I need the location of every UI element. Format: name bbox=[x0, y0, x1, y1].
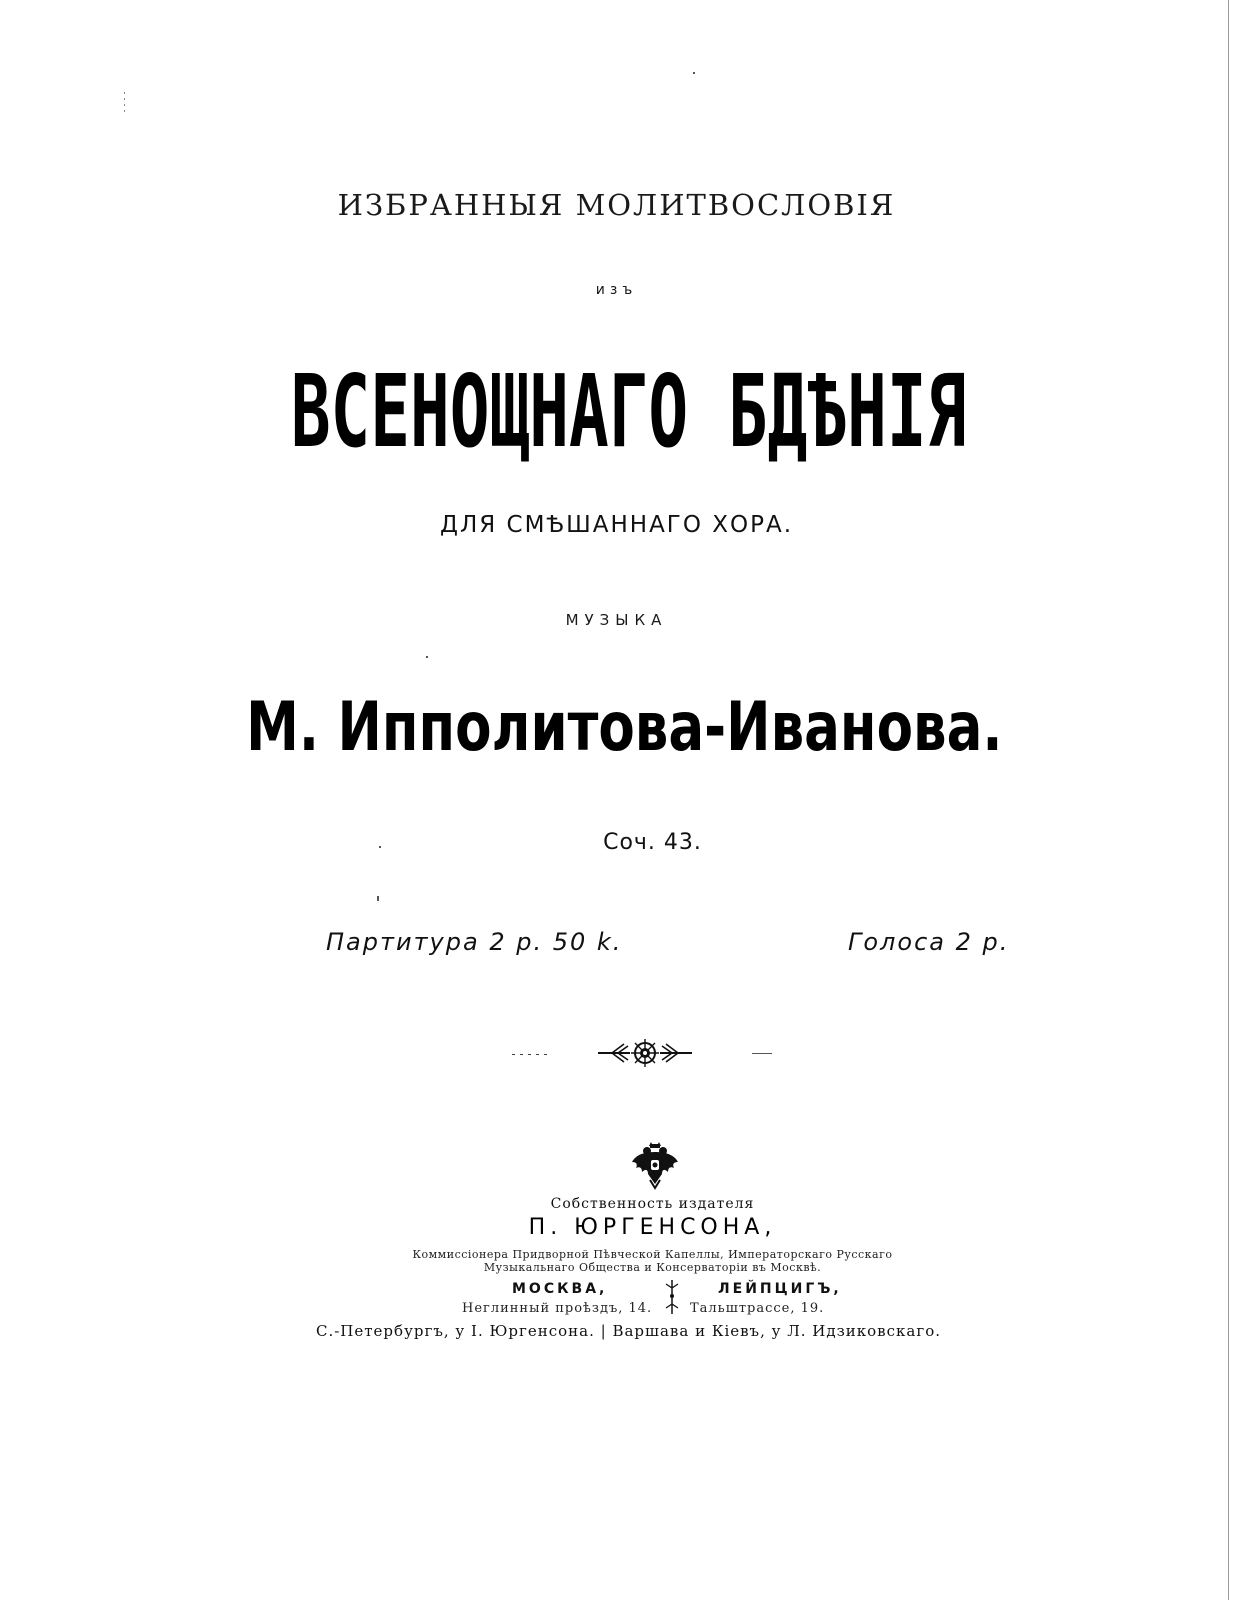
double-headed-eagle-icon bbox=[630, 1140, 680, 1190]
page-edge bbox=[1228, 0, 1229, 1600]
scan-speck bbox=[379, 846, 381, 848]
publisher-name: П. ЮРГЕНСОНА, bbox=[528, 1215, 777, 1240]
price-score: Партитура 2 р. 50 k. bbox=[326, 928, 623, 956]
ornamental-divider-icon bbox=[652, 1278, 692, 1316]
from-word: изъ bbox=[595, 282, 638, 298]
speck-right bbox=[752, 1053, 772, 1054]
branches-line: С.-Петербургъ, у І. Юргенсона. | Варшава и Кіевъ, у Л. Идзиковскаго. bbox=[315, 1322, 942, 1340]
scan-speck bbox=[124, 92, 125, 112]
city-leipzig: ЛЕЙПЦИГЪ, bbox=[718, 1281, 842, 1297]
scan-speck bbox=[426, 656, 428, 658]
composer-name: М. Ипполитова-Иванова. bbox=[246, 688, 1003, 767]
price-voices: Голоса 2 р. bbox=[848, 928, 1010, 956]
commission-line-1: Коммиссіонера Придворной Пѣвческой Капеллы, Императорскаго Русскаго bbox=[412, 1248, 893, 1261]
scan-speck bbox=[693, 72, 695, 74]
address-moscow: Неглинный проѣздъ, 14. bbox=[462, 1301, 653, 1316]
music-label: МУЗЫКА bbox=[565, 611, 668, 629]
address-leipzig: Тальштрассе, 19. bbox=[690, 1301, 825, 1316]
opus-number: Соч. 43. bbox=[603, 830, 702, 855]
main-title: ВСЕНОЩНАГО БДѢНІЯ bbox=[290, 353, 967, 470]
for-choir-line: ДЛЯ СМѢШАННАГО ХОРА. bbox=[439, 512, 794, 538]
speck-left bbox=[512, 1054, 548, 1055]
scan-speck bbox=[377, 896, 379, 901]
ownership-line: Собственность издателя bbox=[550, 1196, 755, 1212]
subtitle: ИЗБРАННЫЯ МОЛИТВОСЛОВІЯ bbox=[337, 188, 896, 222]
city-moscow: МОСКВА, bbox=[512, 1281, 608, 1297]
commission-line-2: Музыкальнаго Общества и Консерваторіи въ Москвѣ. bbox=[483, 1261, 822, 1274]
floral-ornament-icon bbox=[590, 1036, 700, 1070]
